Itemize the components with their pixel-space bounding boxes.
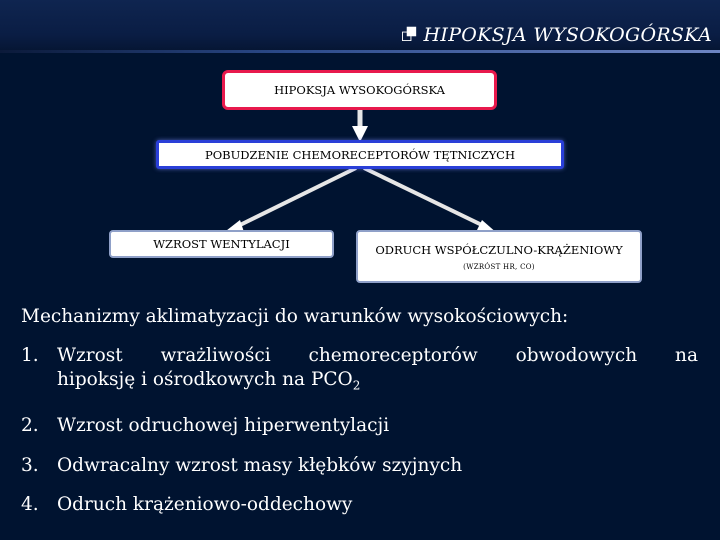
arrow-right-icon bbox=[364, 168, 498, 234]
list-item-text: Wzrost wrażliwości chemoreceptorów obwodowych na bbox=[57, 345, 698, 366]
subscript: 2 bbox=[352, 378, 361, 393]
slide-title-text: HIPOKSJA WYSOKOGÓRSKA bbox=[423, 24, 712, 46]
list-item bbox=[21, 345, 698, 393]
section-heading: Mechanizmy aklimatyzacji do warunków wysokościowych: bbox=[21, 306, 569, 327]
middle-box bbox=[156, 140, 564, 169]
right-box-label: ODRUCH WSPÓŁCZULNO-KRĄŻENIOWY bbox=[375, 242, 623, 257]
left-box-label: WZROST WENTYLACJI bbox=[153, 237, 290, 251]
list-item-number: 3. bbox=[21, 455, 39, 476]
arrow-left-icon bbox=[222, 168, 356, 234]
list-item-text: Odwracalny wzrost masy kłębków szyjnych bbox=[57, 455, 463, 476]
list-item-text: hipoksję i ośrodkowych na PCO bbox=[57, 369, 353, 390]
list-item bbox=[21, 415, 698, 436]
arrow-down-icon bbox=[352, 110, 368, 142]
list-item bbox=[21, 494, 698, 515]
list-item-text: Wzrost odruchowej hiperwentylacji bbox=[57, 415, 390, 436]
list-item bbox=[21, 455, 698, 476]
left-box bbox=[109, 230, 334, 258]
list-item-number: 1. bbox=[21, 345, 39, 366]
arrow-icon: ⮻ bbox=[401, 22, 418, 46]
right-box-sublabel: (WZRÓST HR, CO) bbox=[463, 262, 535, 271]
top-box bbox=[222, 70, 497, 110]
list-item-number: 4. bbox=[21, 494, 39, 515]
list-item-text: Odruch krążeniowo-oddechowy bbox=[57, 494, 353, 515]
middle-box-label: POBUDZENIE CHEMORECEPTORÓW TĘTNICZYCH bbox=[205, 147, 515, 162]
list-item-number: 2. bbox=[21, 415, 39, 436]
top-box-label: HIPOKSJA WYSOKOGÓRSKA bbox=[274, 83, 445, 97]
right-box bbox=[356, 230, 642, 283]
